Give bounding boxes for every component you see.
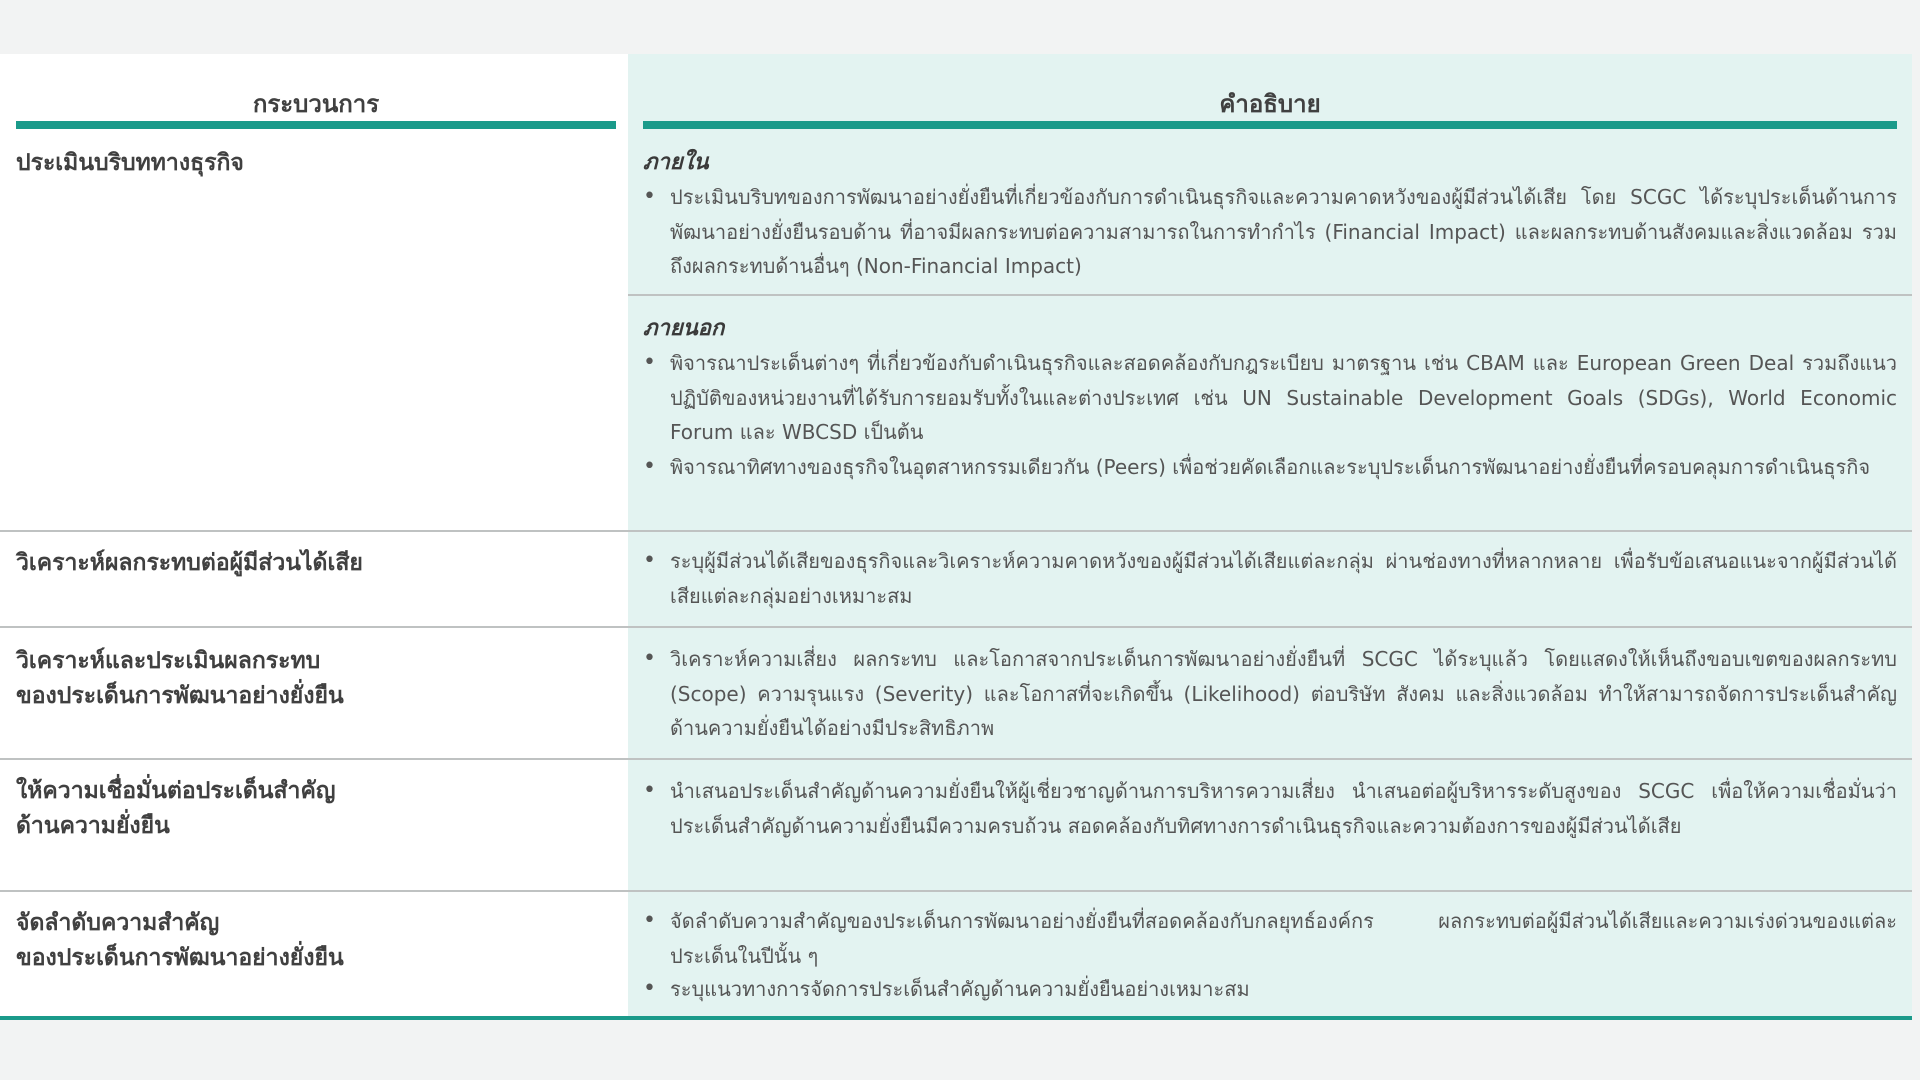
- bullet-external-2: [643, 450, 1897, 485]
- row-divider: [0, 626, 1912, 628]
- bullet-icon: •: [643, 350, 656, 375]
- header-description: คำอธิบาย: [1219, 90, 1321, 118]
- process-line: ด้านความยั่งยืน: [16, 813, 170, 839]
- bullet-internal-1: [643, 180, 1897, 284]
- subheading-external: ภายนอก: [643, 316, 725, 341]
- bullet-text: พิจารณาประเด็นต่างๆ ที่เกี่ยวข้องกับดำเนินธุรกิจและสอดคล้องกับกฎระเบียบ มาตรฐาน เช่น CBAM และ European Green Deal รวมถึงแนวปฏิบัติของหน่วยงานที่ได้รับการยอมรับทั้งในและต่างประเทศ เช่น UN Sustainable Development Goals (SDGs), World Economic Forum และ WBCSD เป็นต้น: [670, 351, 1897, 444]
- process-line: วิเคราะห์และประเมินผลกระทบ: [16, 648, 321, 674]
- bullet-text: ระบุผู้มีส่วนได้เสียของธุรกิจและวิเคราะห์ความคาดหวังของผู้มีส่วนได้เสียแต่ละกลุ่ม ผ่านช่องทางที่หลากหลาย เพื่อรับข้อเสนอแนะจากผู้มีส่วนได้เสียแต่ละกลุ่มอย่างเหมาะสม: [670, 549, 1897, 608]
- bullet-row4-1: [643, 774, 1897, 843]
- table-bottom-rule: [0, 1016, 1912, 1020]
- bullet-icon: •: [643, 976, 656, 1001]
- bullet-icon: •: [643, 646, 656, 671]
- header-rule-process: [16, 121, 616, 129]
- header-rule-description: [643, 121, 1897, 129]
- bullet-icon: •: [643, 908, 656, 933]
- sub-divider: [628, 294, 1912, 296]
- bullet-row5-2: [643, 972, 1897, 1007]
- bullet-text: ประเมินบริบทของการพัฒนาอย่างยั่งยืนที่เกี่ยวข้องกับการดำเนินธุรกิจและความคาดหวังของผู้มีส่วนได้เสีย โดย SCGC ได้ระบุประเด็นด้านการพัฒนาอย่างยั่งยืนรอบด้าน ที่อาจมีผลกระทบต่อความสามารถในการทำกำไร (Financial Impact) และผลกระทบด้านสังคมและสิ่งแวดล้อม รวมถึงผลกระทบด้านอื่นๆ (Non-Financial Impact): [670, 185, 1897, 278]
- bullet-text: วิเคราะห์ความเสี่ยง ผลกระทบ และโอกาสจากประเด็นการพัฒนาอย่างยั่งยืนที่ SCGC ได้ระบุแล้ว โดยแสดงให้เห็นถึงขอบเขตของผลกระทบ (Scope) ความรุนแรง (Severity) และโอกาสที่จะเกิดขึ้น (Likelihood) ต่อบริษัท สังคม และสิ่งแวดล้อม ทำให้สามารถจัดการประเด็นสำคัญด้านความยั่งยืนได้อย่างมีประสิทธิภาพ: [670, 647, 1897, 740]
- process-cell-5: [16, 906, 616, 976]
- bullet-icon: •: [643, 454, 656, 479]
- bullet-row5-1: [643, 904, 1897, 973]
- process-line: ของประเด็นการพัฒนาอย่างยั่งยืน: [16, 683, 344, 709]
- process-line: จัดลำดับความสำคัญ: [16, 910, 220, 936]
- process-cell-4: [16, 774, 616, 844]
- process-cell-2: วิเคราะห์ผลกระทบต่อผู้มีส่วนได้เสีย: [16, 550, 363, 576]
- process-cell-1: ประเมินบริบททางธุรกิจ: [16, 150, 244, 176]
- process-table: [0, 54, 1912, 1020]
- bullet-icon: •: [643, 778, 656, 803]
- header-process: กระบวนการ: [252, 90, 380, 118]
- bullet-text: พิจารณาทิศทางของธุรกิจในอุตสาหกรรมเดียวกัน (Peers) เพื่อช่วยคัดเลือกและระบุประเด็นการพัฒนาอย่างยั่งยืนที่ครอบคลุมการดำเนินธุรกิจ: [670, 455, 1871, 479]
- process-line: ให้ความเชื่อมั่นต่อประเด็นสำคัญ: [16, 778, 336, 804]
- row-divider: [0, 530, 1912, 532]
- bullet-icon: •: [643, 184, 656, 209]
- row-divider: [0, 758, 1912, 760]
- bullet-text: นำเสนอประเด็นสำคัญด้านความยั่งยืนให้ผู้เชี่ยวชาญด้านการบริหารความเสี่ยง นำเสนอต่อผู้บริหารระดับสูงของ SCGC เพื่อให้ความเชื่อมั่นว่าประเด็นสำคัญด้านความยั่งยืนมีความครบถ้วน สอดคล้องกับทิศทางการดำเนินธุรกิจและความต้องการของผู้มีส่วนได้เสีย: [670, 779, 1897, 838]
- process-cell-3: [16, 644, 616, 714]
- bullet-external-1: [643, 346, 1897, 450]
- bullet-text: ระบุแนวทางการจัดการประเด็นสำคัญด้านความยั่งยืนอย่างเหมาะสม: [670, 977, 1250, 1001]
- subheading-internal: ภายใน: [643, 150, 709, 175]
- bullet-text: จัดลำดับความสำคัญของประเด็นการพัฒนาอย่างยั่งยืนที่สอดคล้องกับกลยุทธ์องค์กร ผลกระทบต่อผู้มีส่วนได้เสียและความเร่งด่วนของแต่ละประเด็นในปีนั้น ๆ: [670, 909, 1897, 968]
- bullet-row3-1: [643, 642, 1897, 746]
- process-line: ของประเด็นการพัฒนาอย่างยั่งยืน: [16, 945, 344, 971]
- bullet-row2-1: [643, 544, 1897, 613]
- bullet-icon: •: [643, 548, 656, 573]
- row-divider: [0, 890, 1912, 892]
